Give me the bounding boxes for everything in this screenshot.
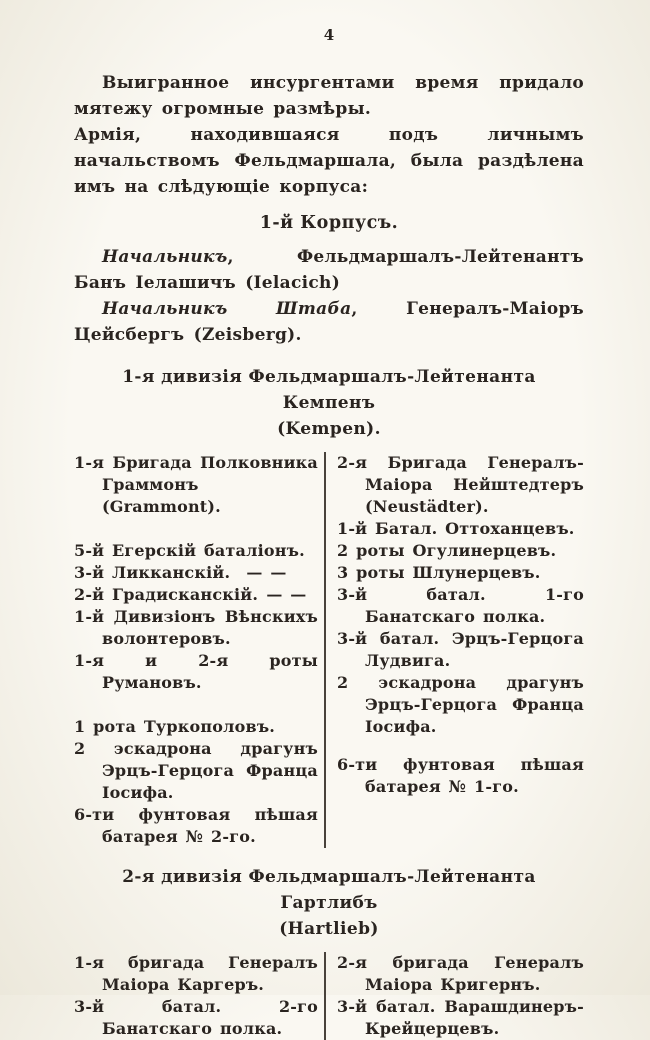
unit-item: 2-й Градисканскій. — — (74, 585, 307, 604)
corps-heading: 1-й Корпусъ. (259, 213, 399, 233)
commander-role-2: Начальникъ Штаба (102, 299, 352, 319)
unit-item: 6-ти фунтовая пѣшая батарея № 2-го. (74, 805, 318, 846)
unit-item: 5-й Егерскій баталіонъ. (74, 541, 305, 560)
unit-item: 3-й батал. Эрцъ-Герцога Лудвига. (337, 629, 584, 670)
unit-item: 2 роты Огулинерцевъ. (337, 541, 557, 560)
intro-paragraph-1: Выигранное инсургентами время придало мятежу огромные размѣры. (74, 73, 584, 119)
division-1-columns (74, 452, 584, 848)
unit-item: 3-й батал. 2-го Банатскаго полка. (74, 997, 318, 1038)
unit-item: 1 рота Туркополовъ. (74, 717, 276, 736)
unit-item: 3-й батал. Варашдинеръ-Крейцерцевъ. (337, 997, 584, 1038)
division-2-columns (74, 952, 584, 1040)
unit-item: 1-я бригада Генералъ Маіора Каргеръ. (74, 953, 318, 994)
division-1-heading (74, 364, 584, 442)
commander-line-2 (74, 296, 584, 348)
commander-text-1: , Фельдмаршалъ-Лейтенантъ Банъ Іелашичъ (Ielacich) (74, 247, 584, 293)
unit-item: 3-й Ликканскій. — — (74, 563, 287, 582)
page-number: 4 (323, 26, 335, 44)
division-2-subtitle: (Hartlieb) (279, 919, 379, 939)
unit-item: 3-й батал. 1-го Банатскаго полка. (337, 585, 584, 626)
unit-item: 2 эскадрона драгунъ Эрцъ-Герцога Франца Іосифа. (74, 739, 318, 802)
division-2-heading (74, 864, 584, 942)
division-2-title: 2-я дивизія Фельдмаршалъ-Лейтенанта Гартлибъ (122, 867, 536, 913)
unit-item: 2-я бригада Генералъ Маіора Кригернъ. (337, 953, 584, 994)
division-1-left-column (74, 452, 324, 848)
commander-role-1: Начальникъ (102, 247, 228, 267)
commander-line-1 (74, 244, 584, 296)
division-1-title: 1-я дивизія Фельдмаршалъ-Лейтенанта Кемпенъ (122, 367, 536, 413)
division-2-left-column (74, 952, 324, 1040)
division-1-subtitle: (Kempen). (277, 419, 381, 439)
division-2-right-column (326, 952, 584, 1040)
unit-item: 1-й Дивизіонъ Вѣнскихъ волонтеровъ. (74, 607, 318, 648)
intro-paragraph-2: Армія, находившаяся подъ личнымъ начальствомъ Фельдмаршала, была раздѣлена имъ на слѣдующіе корпуса: (74, 125, 584, 197)
unit-item: 1-я и 2-я роты Румановъ. (74, 651, 318, 692)
unit-item: 1-й Батал. Оттоханцевъ. (337, 519, 575, 538)
unit-item: 6-ти фунтовая пѣшая батарея № 1-го. (337, 755, 584, 796)
unit-item: 1-я Бригада Полковника Граммонъ (Grammont). (74, 453, 318, 516)
unit-item: 3 роты Шлунерцевъ. (337, 563, 541, 582)
unit-item: 2 эскадрона драгунъ Эрцъ-Герцога Франца Іосифа. (337, 673, 584, 736)
unit-item: 2-я Бригада Генералъ-Маіора Нейштедтеръ (Neustädter). (337, 453, 584, 516)
division-1-right-column (326, 452, 584, 848)
commander-text-2: , Генералъ-Маіоръ Цейсбергъ (Zeisberg). (74, 299, 585, 345)
